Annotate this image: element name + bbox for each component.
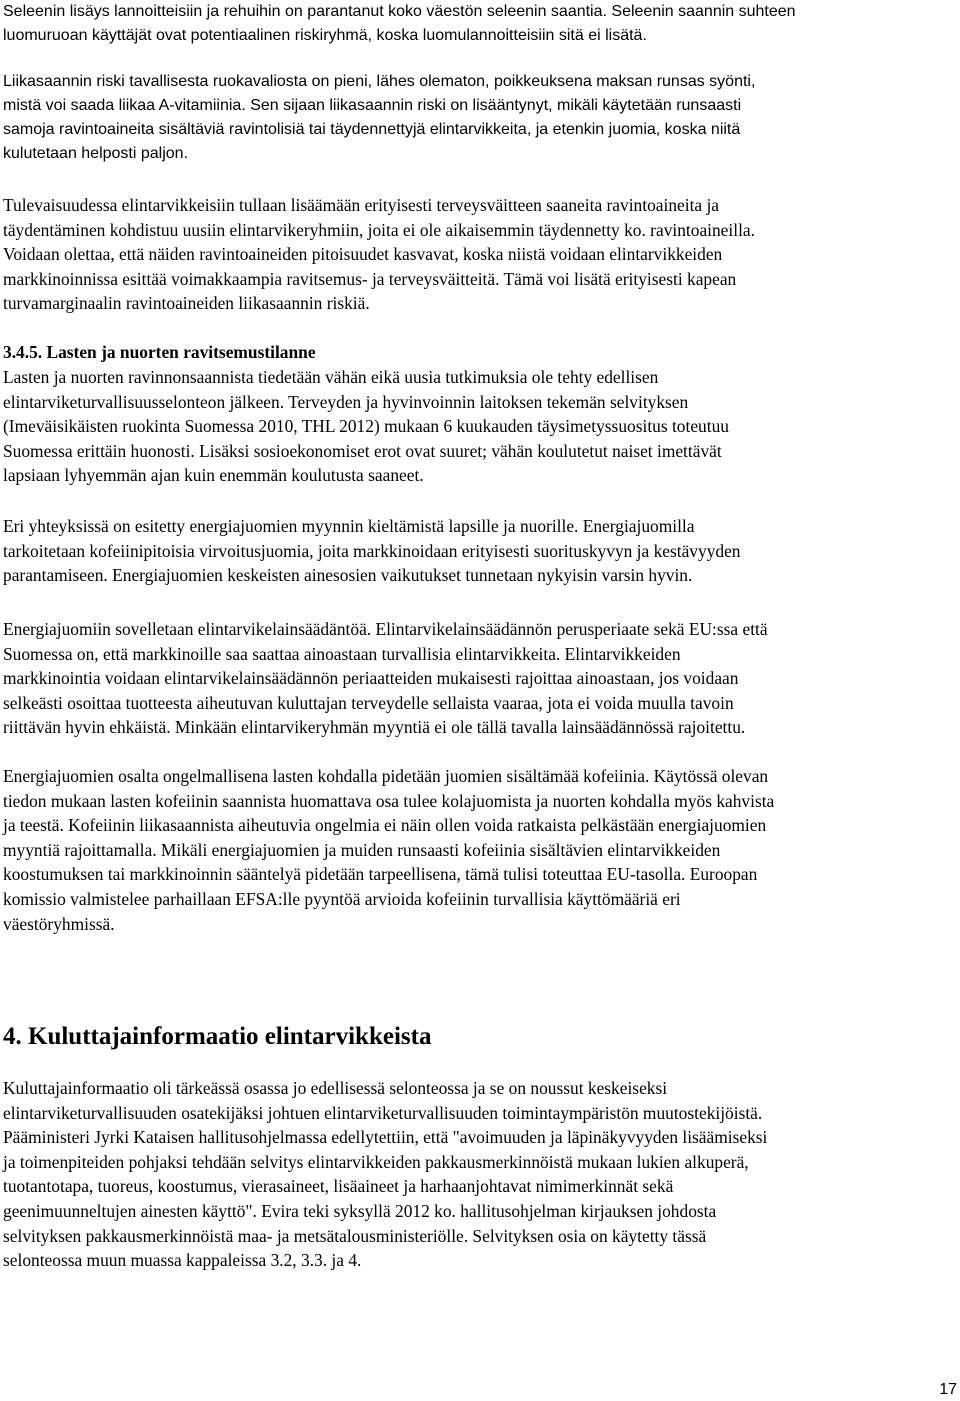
paragraph-energy-drinks-ban: Eri yhteyksissä on esitetty energiajuomien myynnin kieltämistä lapsille ja nuorille. Energiajuomilla tarkoitetaan kofeiinipitoisia virvoitusjuomia, joita markkinoidaan erityisesti suorituskyvyn ja kestävyyden parantamiseen. Energiajuomien keskeisten ainesosien vaikutukset tunnetaan nykyisin varsin hyvin. (3, 516, 741, 586)
paragraph-children-nutrition: Lasten ja nuorten ravinnonsaannista tiedetään vähän eikä uusia tutkimuksia ole tehty edellisen elintarviketurvallisuusselonteon jälkeen. Terveyden ja hyvinvoinnin laitoksen tekemän selvityksen (Imeväisikäisten ruokinta Suomessa 2010, THL 2012) mukaan 6 kuukauden täysimetyssuositus toteutuu Suomessa erittäin huonosti. Lisäksi sosioekonomiset erot ovat suuret; vähän koulutetut naiset imettävät lapsiaan lyhyemmän ajan kuin enemmän koulutusta saaneet. (3, 367, 729, 486)
paragraph-excess-intake-risk: Liikasaannin riski tavallisesta ruokavaliosta on pieni, lähes olematon, poikkeuksena maksan runsas syönti, mistä voi saada liikaa A-vitamiinia. Sen sijaan liikasaannin riski on lisääntynyt, mikäli käytetään runsaasti samoja ravintoaineita sisältäviä ravintolisiä tai täydennettyjä elintarvikkeita, ja etenkin juomia, koska niitä kulutetaan helposti paljon. (3, 73, 756, 162)
paragraph-caffeine: Energiajuomien osalta ongelmallisena lasten kohdalla pidetään juomien sisältämää kofeiinia. Käytössä olevan tiedon mukaan lasten kofeiinin saannista huomattava osa tulee kolajuomista ja nuorten kohdalla myös kahvista ja teestä. Kofeiinin liikasaannista aiheutuvia ongelmia ei näin ollen voida ratkaista pelkästään energiajuomien myyntiä rajoittamalla. Mikäli energiajuomien ja muiden runsaasti kofeiinia sisältävien elintarvikkeiden koostumuksen tai markkinoinnin sääntelyä pidetään tarpeellisena, tämä tulisi toteuttaa EU-tasolla. Euroopan komissio valmistelee parhaillaan EFSA:lle pyyntöä arvioida kofeiinin turvallisia käyttömääriä eri väestöryhmissä. (3, 766, 775, 934)
section-heading-3-4-5: 3.4.5. Lasten ja nuorten ravitsemustilanne (3, 342, 316, 362)
paragraph-selenium: Seleenin lisäys lannoitteisiin ja rehuihin on parantanut koko väestön seleenin saantia. Seleenin saannin suhteen luomuruoan käyttäjät ovat potentiaalinen riskiryhmä, koska luomulannoitteisiin sitä ei lisätä. (3, 3, 796, 44)
page-number: 17 (939, 1381, 957, 1398)
paragraph-consumer-information: Kuluttajainformaatio oli tärkeässä osassa jo edellisessä selonteossa ja se on noussut keskeiseksi elintarviketurvallisuuden osatekijäksi johtuen elintarviketurvallisuuden toimintaympäristön muutostekijöistä. Pääministeri Jyrki Kataisen hallitusohjelmassa edellytettiin, että "avoimuuden ja läpinäkyvyyden lisäämiseksi ja toimenpiteiden pohjaksi tehdään selvitys elintarvikkeiden pakkausmerkinnöistä mukaan lukien alkuperä, tuotantotapa, tuoreus, koostumus, vierasaineet, lisäaineet ja harhaanjohtavat nimimerkinnät sekä geenimuunneltujen ainesten käyttö". Evira teki syksyllä 2012 ko. hallitusohjelman kirjauksen johdosta selvityksen pakkausmerkinnöistä maa- ja metsätalousministeriölle. Selvityksen osia on käytetty tässä selonteossa muun muassa kappaleissa 3.2, 3.3. ja 4. (3, 1078, 768, 1271)
paragraph-food-legislation: Energiajuomiin sovelletaan elintarvikelainsäädäntöä. Elintarvikelainsäädännön perusperiaate sekä EU:ssa että Suomessa on, että markkinoille saa saattaa ainoastaan turvallisia elintarvikkeita. Elintarvikkeiden markkinointia voidaan elintarvikelainsäädännön periaatteiden mukaisesti rajoittaa ainoastaan, jos voidaan selkeästi osoittaa tuotteesta aiheutuvan kuluttajan terveydelle sellaista vaaraa, jota ei voida muulla tavoin riittävän hyvin ehkäistä. Minkään elintarvikeryhmän myyntiä ei ole tällä tavalla lainsäädännössä rajoitettu. (3, 619, 768, 738)
chapter-heading-4: 4. Kuluttajainformaatio elintarvikkeista (3, 1023, 432, 1050)
paragraph-future-fortification: Tulevaisuudessa elintarvikkeisiin tullaan lisäämään erityisesti terveysväitteen saaneita ravintoaineita ja täydentäminen kohdistuu uusiin elintarvikeryhmiin, joita ei ole aikaisemmin täydennetty ko. ravintoaineilla. Voidaan olettaa, että näiden ravintoaineiden pitoisuudet kasvavat, koska niistä voidaan elintarvikkeiden markkinoinnissa esittää voimakkaampia ravitsemus- ja terveysväitteitä. Tämä voi lisätä erityisesti kapean turvamarginaalin ravintoaineiden liikasaannin riskiä. (3, 195, 755, 314)
